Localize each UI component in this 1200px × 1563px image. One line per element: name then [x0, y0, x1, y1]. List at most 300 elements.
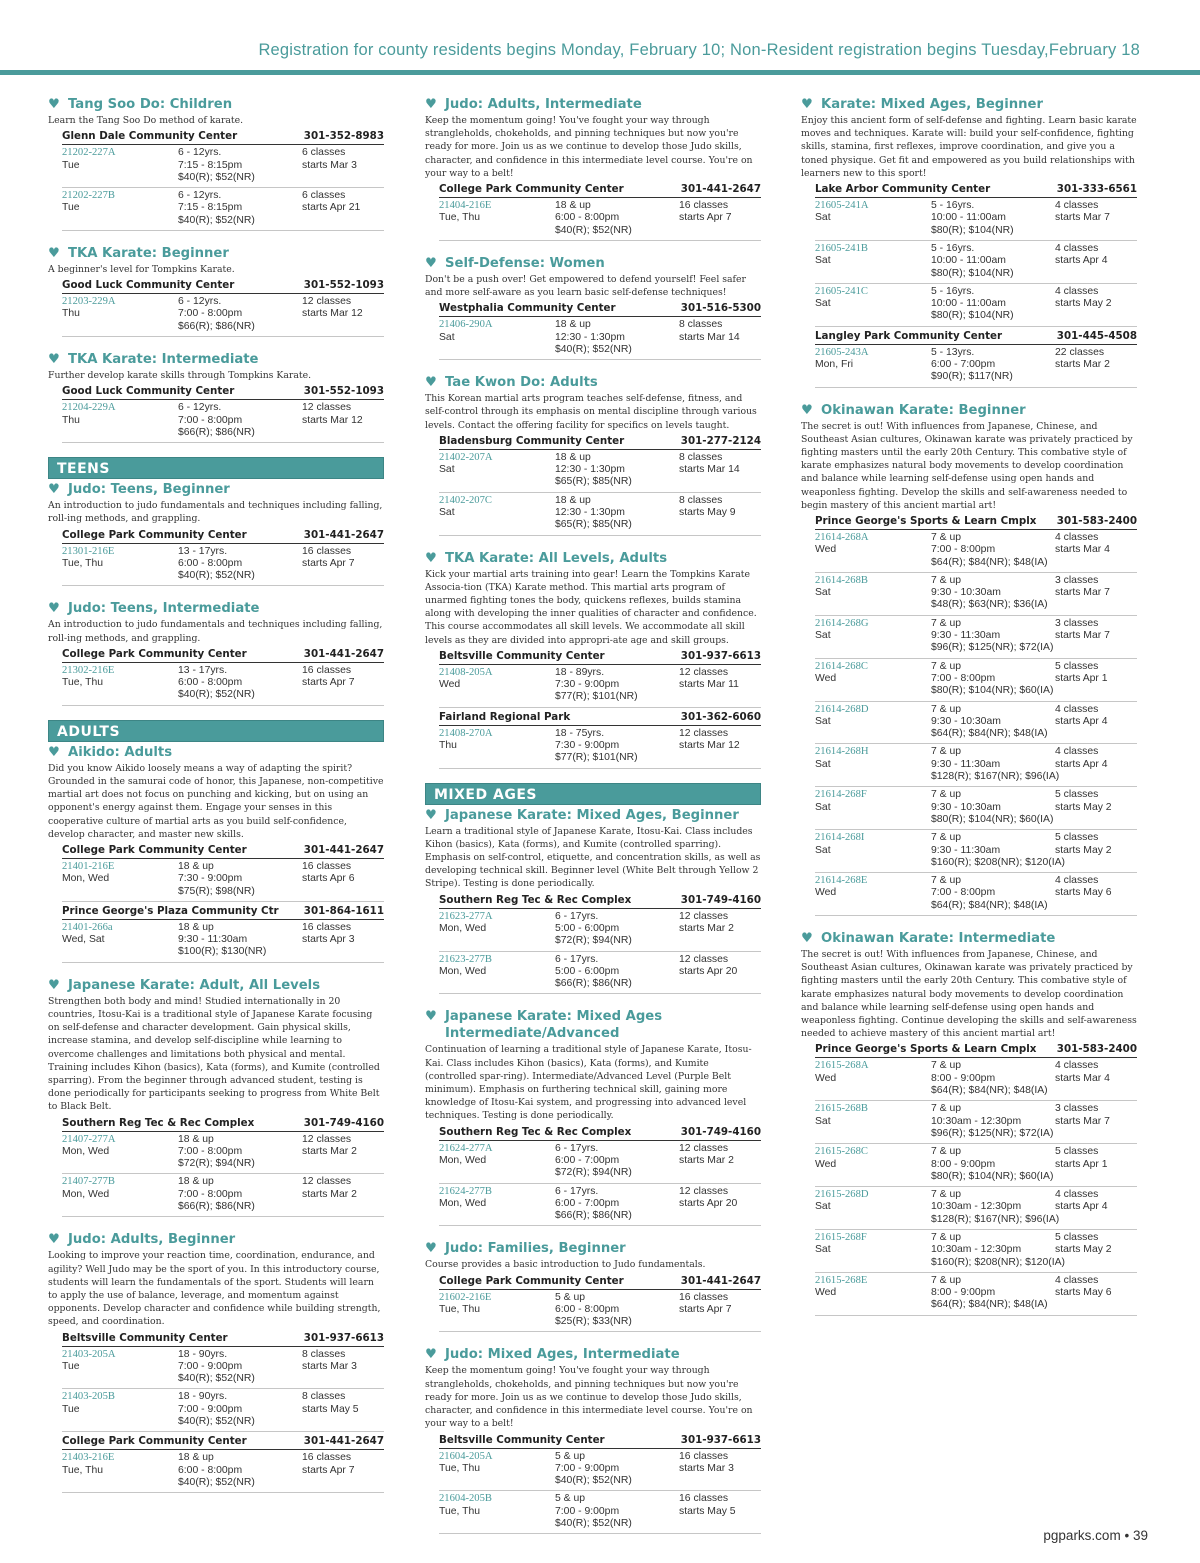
class-id-cell [815, 347, 931, 384]
heart-icon: ♥ [48, 352, 60, 368]
class-fee: $160(R); $208(NR); $120(IA) [931, 1256, 1065, 1268]
class-fee: $80(R); $104(NR); $60(IA) [931, 1170, 1054, 1182]
class-row [439, 1141, 761, 1184]
class-start: starts Mar 7 [1055, 630, 1110, 642]
class-start: starts Apr 6 [302, 873, 355, 885]
class-fee: $128(R); $167(NR); $96(IA) [931, 771, 1060, 783]
course-number-link[interactable]: 21615-268B [815, 1103, 868, 1115]
class-count: 4 classes [1055, 1274, 1099, 1286]
program-block [48, 481, 384, 586]
class-days: Sat [815, 587, 831, 599]
class-start: starts Mar 7 [1055, 212, 1110, 224]
site-url[interactable]: pgparks.com [1043, 1528, 1121, 1543]
course-number-link[interactable]: 21605-241C [815, 285, 868, 297]
class-start: starts Mar 3 [302, 1360, 357, 1372]
location-phone: 301-937-6613 [680, 1433, 761, 1446]
course-number-link[interactable]: 21403-205A [62, 1348, 116, 1360]
class-schedule-cell [1055, 1103, 1137, 1140]
program-block [801, 96, 1137, 388]
class-time: 7:00 - 8:00pm [178, 308, 243, 320]
location-block [815, 182, 1137, 327]
class-days: Sat [815, 758, 831, 770]
class-age: 18 & up [555, 451, 591, 463]
class-days: Tue, Thu [439, 1462, 481, 1474]
location-phone: 301-441-2647 [303, 528, 384, 541]
location-block [62, 278, 384, 337]
class-row [815, 1187, 1137, 1230]
location-header [815, 1042, 1137, 1058]
program-title-text: Self-Defense: Women [445, 255, 605, 271]
class-fee: $77(R); $101(NR) [555, 691, 638, 703]
program-block [425, 1008, 761, 1226]
location-name: Southern Reg Tec & Rec Complex [439, 1125, 632, 1138]
course-number-link[interactable]: 21615-268C [815, 1146, 868, 1158]
class-schedule-cell [302, 665, 384, 702]
class-time: 7:30 - 9:00pm [555, 679, 620, 691]
class-time: 6:00 - 8:00pm [178, 557, 243, 569]
class-details-cell [178, 546, 302, 583]
class-days: Sat [439, 507, 455, 518]
class-details-cell [178, 147, 302, 184]
class-fee: $64(R); $84(NR); $48(IA) [931, 899, 1048, 911]
class-start: starts Mar 14 [679, 331, 740, 343]
location-header [62, 647, 384, 663]
location-block [62, 1331, 384, 1433]
class-schedule-cell [1055, 1275, 1137, 1312]
class-start: starts May 5 [302, 1403, 359, 1415]
class-schedule-cell [302, 1176, 384, 1213]
class-details-cell [931, 1146, 1055, 1183]
program-title-text: Karate: Mixed Ages, Beginner [821, 97, 1043, 112]
class-count: 4 classes [1055, 200, 1099, 212]
location-block [62, 384, 384, 443]
class-time: 6:00 - 7:00pm [931, 358, 996, 370]
location-block [439, 182, 761, 241]
class-time: 9:30 - 11:30am [931, 758, 1001, 770]
program-title [48, 1231, 384, 1248]
course-number-link[interactable]: 21408-205A [439, 666, 493, 678]
class-count: 3 classes [1055, 1103, 1099, 1115]
program-title [425, 374, 761, 391]
class-row [62, 1347, 384, 1390]
class-details-cell [555, 728, 679, 765]
class-time: 10:00 - 11:00am [931, 298, 1006, 310]
class-age: 7 & up [931, 1103, 962, 1115]
program-title-text: Judo: Families, Beginner [445, 1241, 626, 1257]
class-row [815, 1273, 1137, 1316]
heart-icon: ♥ [425, 1347, 437, 1363]
column-left [48, 96, 384, 1507]
course-number-link[interactable]: 21614-268A [815, 532, 869, 543]
class-days: Sat [815, 844, 831, 856]
class-days: Sat [439, 331, 455, 343]
location-name: College Park Community Center [439, 1274, 624, 1287]
class-age: 5 - 16yrs. [931, 200, 975, 212]
course-number-link[interactable]: 21605-243A [815, 346, 869, 358]
class-time: 7:00 - 9:00pm [178, 1403, 243, 1415]
class-fee: $96(R); $125(NR); $72(IA) [931, 642, 1054, 654]
class-fee: $65(R); $85(NR) [555, 476, 632, 488]
program-title [48, 600, 384, 617]
course-number-link[interactable]: 21615-268D [815, 1189, 869, 1201]
class-row [815, 345, 1137, 388]
class-id-cell [815, 1189, 931, 1226]
course-number-link[interactable]: 21623-277A [439, 910, 493, 922]
course-number-link[interactable]: 21407-277A [62, 1133, 116, 1145]
class-count: 4 classes [1055, 242, 1099, 254]
course-number-link[interactable]: 21301-216E [62, 545, 115, 557]
location-header [815, 182, 1137, 198]
location-phone: 301-583-2400 [1056, 1043, 1137, 1056]
class-age: 18 - 75yrs. [555, 727, 605, 739]
class-count: 5 classes [1055, 789, 1099, 801]
program-block [48, 351, 384, 443]
class-row [62, 188, 384, 231]
class-start: starts Mar 2 [302, 1188, 357, 1200]
class-start: starts May 2 [1055, 1244, 1112, 1256]
class-days: Wed, Sat [62, 934, 105, 946]
course-number-link[interactable]: 21202-227A [62, 147, 116, 159]
class-time: 5:00 - 6:00pm [555, 922, 620, 934]
class-time: 6:00 - 8:00pm [555, 212, 620, 224]
course-number-link[interactable]: 21614-268D [815, 703, 869, 715]
class-id-cell [439, 1493, 555, 1530]
course-number-link[interactable]: 21406-290A [439, 319, 493, 331]
class-count: 12 classes [302, 296, 352, 308]
class-time: 12:30 - 1:30pm [555, 507, 625, 518]
class-row [62, 663, 384, 706]
class-row [439, 1449, 761, 1492]
class-age: 6 - 12yrs. [178, 147, 222, 159]
course-number-link[interactable]: 21624-277B [439, 1185, 492, 1197]
location-header [439, 1125, 761, 1141]
class-age: 6 - 12yrs. [178, 402, 222, 414]
location-header [62, 384, 384, 400]
class-start: starts May 6 [1055, 1287, 1112, 1299]
class-row [62, 400, 384, 443]
location-block [62, 843, 384, 902]
class-id-cell [815, 661, 931, 698]
class-count: 12 classes [679, 1185, 729, 1197]
location-name: Glenn Dale Community Center [62, 130, 238, 143]
program-title [425, 807, 761, 824]
location-name: Bladensburg Community Center [439, 434, 625, 447]
class-time: 10:00 - 11:00am [931, 212, 1006, 224]
class-start: starts Apr 20 [679, 965, 738, 977]
class-details-cell [555, 1493, 679, 1530]
class-row [62, 544, 384, 587]
course-number-link[interactable]: 21204-229A [62, 402, 116, 414]
course-number-link[interactable]: 21605-241B [815, 242, 868, 254]
heart-icon: ♥ [801, 931, 813, 947]
class-time: 9:30 - 11:30am [931, 630, 1001, 642]
class-start: starts Mar 12 [302, 414, 363, 426]
class-start: starts Apr 7 [679, 212, 732, 224]
program-title-text: Judo: Mixed Ages, Intermediate [445, 1347, 680, 1363]
class-age: 7 & up [931, 746, 962, 758]
course-number-link[interactable]: 21402-207C [439, 494, 492, 506]
class-details-cell [931, 1275, 1055, 1312]
class-days: Sat [815, 255, 831, 267]
heart-icon: ♥ [48, 977, 60, 993]
program-title [425, 255, 761, 272]
location-name: Beltsville Community Center [62, 1331, 228, 1344]
program-title [801, 96, 1137, 113]
location-name: Beltsville Community Center [439, 649, 605, 662]
page-footer [1043, 1528, 1148, 1543]
course-number-link[interactable]: 21402-207A [439, 451, 493, 463]
class-schedule-cell [679, 954, 761, 991]
location-header [62, 1434, 384, 1450]
class-start: starts Mar 2 [679, 922, 734, 934]
course-number-link[interactable]: 21614-268I [815, 832, 865, 844]
class-schedule-cell [1055, 200, 1137, 237]
class-age: 7 & up [931, 1060, 962, 1072]
class-start: starts Mar 4 [1055, 544, 1110, 556]
class-time: 10:30am - 12:30pm [931, 1201, 1022, 1213]
class-details-cell [931, 286, 1055, 323]
location-block [815, 514, 1137, 916]
class-id-cell [62, 147, 178, 184]
program-title [425, 1240, 761, 1257]
course-number-link[interactable]: 21403-205B [62, 1391, 115, 1403]
class-count: 16 classes [302, 860, 352, 872]
location-header [439, 893, 761, 909]
course-number-link[interactable]: 21407-277B [62, 1176, 115, 1188]
program-description: Did you know Aikido loosely means a way of adapting the spirit? Grounded in the samurai code of honor, this Japanese, non-competitive martial art does not focus on punching and kicking, but on using an opponent's energy against them. Engage your senses in this cooperative culture of martial arts as you build self-confidence, develop character, and master new skills. [48, 762, 384, 840]
program-block [425, 550, 761, 769]
location-block [439, 710, 761, 769]
location-phone: 301-352-8983 [303, 130, 384, 143]
class-days: Mon, Fri [815, 358, 854, 370]
class-start: starts Apr 3 [302, 934, 355, 946]
program-block [48, 977, 384, 1218]
class-schedule-cell [1055, 1232, 1137, 1269]
program-title-text: TKA Karate: Beginner [68, 245, 229, 261]
class-id-cell [62, 1176, 178, 1213]
class-time: 7:15 - 8:15pm [178, 159, 243, 171]
class-days: Tue, Thu [439, 1303, 481, 1315]
course-number-link[interactable]: 21302-216E [62, 664, 115, 676]
class-fee: $80(R); $104(NR); $60(IA) [931, 813, 1054, 825]
location-name: Good Luck Community Center [62, 279, 235, 292]
course-number-link[interactable]: 21615-268A [815, 1060, 869, 1072]
class-schedule-cell [1055, 618, 1137, 655]
class-id-cell [815, 1275, 931, 1312]
heart-icon: ♥ [425, 807, 437, 823]
class-schedule-cell [302, 402, 384, 439]
class-fee: $64(R); $84(NR); $48(IA) [931, 728, 1048, 740]
class-start: starts Apr 1 [1055, 672, 1108, 684]
class-time: 12:30 - 1:30pm [555, 331, 625, 343]
class-age: 7 & up [931, 1189, 962, 1201]
location-header [439, 301, 761, 317]
class-details-cell [555, 911, 679, 948]
course-number-link[interactable]: 21614-268G [815, 617, 869, 629]
class-age: 6 - 17yrs. [555, 910, 599, 922]
class-row [815, 1230, 1137, 1273]
class-schedule-cell [1055, 532, 1137, 569]
course-number-link[interactable]: 21605-241A [815, 200, 869, 212]
program-description: Enjoy this ancient form of self-defense and fighting. Learn basic karate moves and techniques. Karate will: build your self-confidence, fighting skills, stamina, first reflexes, improve coordination, and give you a toned physique. Get fit and empowered as you build relationships with learners new to this sport! [801, 115, 1137, 179]
column-middle [425, 96, 761, 1548]
class-start: starts Mar 12 [679, 740, 740, 751]
program-description: Continuation of learning a traditional style of Japanese Karate, Itosu-Kai. Class includes Kihon (basics), Kata (forms), and Kumite (controlled spar-ring). Intermediate/Advanced Level (Purple Belt minimum). Emphasis on furthering technical skill, gaining more knowledge of Itosu-Kai system, and progressing into advanced level techniques. Testing is done periodically. [425, 1044, 752, 1122]
program-title-text: Judo: Adults, Intermediate [445, 97, 642, 112]
course-number-link[interactable]: 21604-205B [439, 1493, 492, 1505]
class-row [439, 952, 761, 995]
class-time: 9:30 - 10:30am [931, 715, 1001, 727]
course-number-link[interactable]: 21604-205A [439, 1450, 493, 1462]
course-number-link[interactable]: 21403-216E [62, 1452, 115, 1464]
class-count: 16 classes [679, 1493, 729, 1505]
class-id-cell [62, 190, 178, 227]
class-start: starts Apr 1 [1055, 1158, 1108, 1170]
class-time: 10:00 - 11:00am [931, 255, 1006, 267]
class-count: 4 classes [1055, 532, 1099, 543]
class-schedule-cell [679, 1143, 761, 1180]
class-id-cell [815, 532, 931, 569]
program-title [801, 402, 1137, 419]
program-description: Learn the Tang Soo Do method of karate. [48, 115, 244, 126]
class-fee: $80(R); $104(NR) [931, 224, 1014, 236]
class-details-cell [931, 875, 1055, 912]
location-block [815, 1042, 1137, 1315]
location-phone: 301-441-2647 [303, 1435, 384, 1448]
course-number-link[interactable]: 21614-268B [815, 574, 868, 586]
class-age: 5 - 16yrs. [931, 285, 975, 297]
class-start: starts Mar 3 [679, 1462, 734, 1474]
program-description: Strengthen both body and mind! Studied internationally in 20 countries, Itosu-Kai is a traditional style of Japanese Karate focusing on self-defense and character development. Gain physical skills, increase stamina, and develop self-discipline while learning to overcome challenges and limitations both physical and mental. Training includes Kihon (basics), Kata (forms), and Kumite (controlled sparring). From the beginner through advanced student, testing is done periodically for participants seeking to progress from White Belt to Black Belt. [48, 995, 380, 1113]
location-header [815, 329, 1137, 345]
location-header [62, 528, 384, 544]
class-count: 12 classes [679, 666, 729, 678]
course-number-link[interactable]: 21623-277B [439, 953, 492, 965]
class-id-cell [439, 728, 555, 765]
class-count: 8 classes [302, 1391, 346, 1403]
class-fee: $40(R); $52(NR) [178, 214, 255, 226]
class-age: 18 & up [178, 921, 214, 933]
class-id-cell [815, 1103, 931, 1140]
class-start: starts Mar 2 [679, 1154, 734, 1166]
program-description: Keep the momentum going! You've fought your way through strangleholds, chokeholds, and pinning techniques but now you're ready for more. Join us as we continue to develop those Judo skills, character, and confidence in this intermediate level course. You're on your way to a belt! [425, 115, 753, 179]
class-days: Mon, Wed [439, 1154, 487, 1166]
class-fee: $40(R); $52(NR) [555, 1475, 632, 1487]
program-description: Looking to improve your reaction time, coordination, endurance, and agility? Well Judo may be the sport of you. In this introductory course, students will learn the fundamentals of the sport. Students will learn to apply the use of balance, leverage, and momentum against opponents. Develop character and confidence while building strength, speed, and coordination. [48, 1250, 381, 1328]
class-count: 4 classes [1055, 1060, 1099, 1072]
course-number-link[interactable]: 21203-229A [62, 296, 116, 308]
class-count: 16 classes [302, 664, 352, 676]
class-days: Tue, Thu [62, 557, 104, 569]
course-number-link[interactable]: 21401-216E [62, 860, 115, 872]
class-id-cell [62, 1452, 178, 1489]
class-details-cell [555, 1143, 679, 1180]
class-count: 6 classes [302, 147, 346, 159]
class-id-cell [439, 1143, 555, 1180]
section-banner: ADULTS [48, 720, 384, 742]
class-fee: $66(R); $86(NR) [555, 978, 632, 990]
class-time: 8:00 - 9:00pm [931, 1287, 996, 1299]
course-number-link[interactable]: 21615-268F [815, 1232, 867, 1243]
class-days: Sat [439, 464, 455, 476]
program-title-text: Japanese Karate: Mixed Ages Intermediate/Advanced [445, 1009, 663, 1042]
class-row [439, 726, 761, 769]
course-number-link[interactable]: 21602-216E [439, 1291, 492, 1303]
class-schedule-cell [1055, 575, 1137, 612]
location-header [62, 1116, 384, 1132]
class-row [815, 659, 1137, 702]
class-days: Thu [62, 308, 80, 320]
class-fee: $66(R); $86(NR) [555, 1210, 632, 1222]
heart-icon: ♥ [425, 1241, 437, 1257]
class-time: 8:00 - 9:00pm [931, 1158, 996, 1170]
heart-icon: ♥ [48, 482, 60, 498]
location-phone: 301-749-4160 [303, 1116, 384, 1129]
class-time: 6:00 - 8:00pm [178, 677, 243, 689]
course-number-link[interactable]: 21615-268E [815, 1274, 868, 1286]
course-number-link[interactable]: 21614-268F [815, 789, 867, 801]
class-start: starts Mar 11 [679, 679, 739, 691]
class-row [439, 1491, 761, 1534]
class-time: 9:30 - 11:30am [178, 934, 248, 946]
class-fee: $40(R); $52(NR) [178, 689, 255, 701]
class-age: 5 & up [555, 1291, 586, 1303]
course-number-link[interactable]: 21401-266a [62, 921, 113, 933]
class-age: 5 - 13yrs. [931, 346, 975, 358]
location-block [439, 434, 761, 536]
class-age: 7 & up [931, 574, 962, 586]
class-details-cell [178, 1134, 302, 1171]
class-details-cell [931, 575, 1055, 612]
location-header [62, 1331, 384, 1347]
location-phone: 301-552-1093 [303, 385, 384, 398]
class-schedule-cell [302, 861, 384, 898]
location-phone: 301-749-4160 [680, 1125, 761, 1138]
course-number-link[interactable]: 21614-268H [815, 746, 869, 758]
program-block [425, 374, 761, 535]
class-schedule-cell [302, 1391, 384, 1428]
location-phone: 301-441-2647 [303, 647, 384, 660]
class-id-cell [439, 911, 555, 948]
class-days: Tue [62, 202, 80, 214]
program-title [48, 96, 384, 113]
class-schedule-cell [302, 147, 384, 184]
class-id-cell [815, 832, 931, 869]
location-block [439, 301, 761, 360]
class-fee: $64(R); $84(NR); $48(IA) [931, 556, 1048, 568]
course-number-link[interactable]: 21614-268C [815, 660, 868, 672]
class-days: Thu [439, 740, 457, 751]
course-number-link[interactable]: 21614-268E [815, 875, 868, 887]
class-row [815, 284, 1137, 327]
class-start: starts Apr 7 [302, 677, 355, 689]
program-block [801, 402, 1137, 916]
course-number-link[interactable]: 21408-270A [439, 727, 493, 739]
program-title [48, 977, 384, 994]
class-row [815, 198, 1137, 241]
program-title [425, 550, 761, 567]
heart-icon: ♥ [48, 1232, 60, 1248]
course-number-link[interactable]: 21202-227B [62, 190, 115, 202]
location-name: College Park Community Center [62, 1435, 247, 1448]
heart-icon: ♥ [801, 402, 813, 418]
course-number-link[interactable]: 21624-277A [439, 1142, 493, 1154]
course-number-link[interactable]: 21404-216E [439, 200, 492, 212]
class-row [815, 616, 1137, 659]
location-phone: 301-277-2124 [680, 434, 761, 447]
class-row [815, 830, 1137, 873]
class-days: Mon, Wed [62, 1145, 110, 1157]
